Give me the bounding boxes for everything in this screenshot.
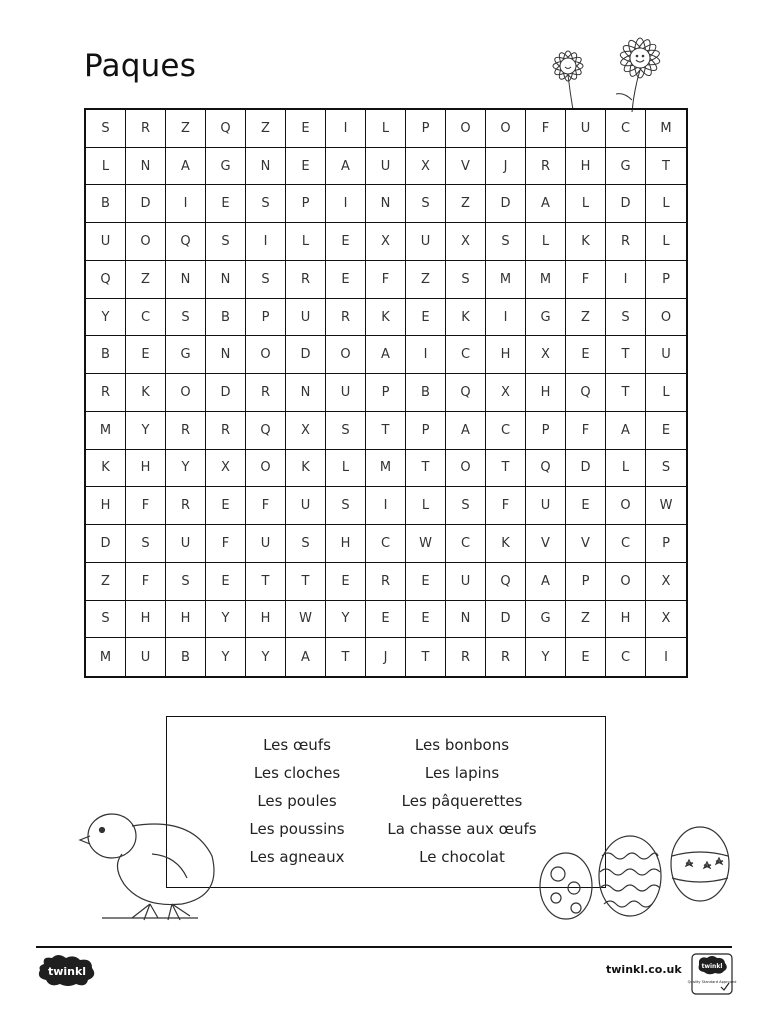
grid-cell: U <box>246 525 286 563</box>
grid-cell: U <box>366 148 406 186</box>
grid-cell: C <box>486 412 526 450</box>
grid-cell: W <box>286 601 326 639</box>
grid-cell: O <box>326 336 366 374</box>
grid-cell: C <box>446 525 486 563</box>
grid-cell: U <box>406 223 446 261</box>
grid-cell: Z <box>406 261 446 299</box>
grid-cell: L <box>526 223 566 261</box>
grid-cell: E <box>646 412 686 450</box>
grid-cell: N <box>446 601 486 639</box>
grid-cell: U <box>526 487 566 525</box>
grid-cell: E <box>326 563 366 601</box>
grid-cell: K <box>446 299 486 337</box>
grid-cell: O <box>446 450 486 488</box>
grid-cell: E <box>286 148 326 186</box>
grid-cell: C <box>446 336 486 374</box>
grid-cell: H <box>126 450 166 488</box>
grid-cell: T <box>606 336 646 374</box>
grid-cell: G <box>166 336 206 374</box>
grid-cell: U <box>86 223 126 261</box>
grid-cell: S <box>606 299 646 337</box>
grid-cell: L <box>606 450 646 488</box>
grid-cell: T <box>486 450 526 488</box>
grid-cell: Q <box>166 223 206 261</box>
grid-cell: O <box>486 110 526 148</box>
grid-cell: S <box>246 185 286 223</box>
grid-cell: S <box>326 487 366 525</box>
site-url[interactable]: twinkl.co.uk <box>606 963 682 976</box>
grid-cell: L <box>646 223 686 261</box>
grid-cell: R <box>526 148 566 186</box>
grid-cell: P <box>366 374 406 412</box>
grid-cell: S <box>286 525 326 563</box>
grid-cell: I <box>166 185 206 223</box>
grid-cell: G <box>526 601 566 639</box>
grid-cell: G <box>206 148 246 186</box>
chick-icon <box>72 796 222 926</box>
grid-cell: D <box>126 185 166 223</box>
grid-cell: N <box>166 261 206 299</box>
grid-cell: W <box>646 487 686 525</box>
grid-cell: B <box>86 336 126 374</box>
grid-cell: X <box>366 223 406 261</box>
grid-cell: U <box>446 563 486 601</box>
grid-cell: Q <box>206 110 246 148</box>
grid-cell: O <box>606 487 646 525</box>
footer-divider <box>36 946 732 948</box>
grid-cell: Q <box>526 450 566 488</box>
grid-cell: Z <box>86 563 126 601</box>
grid-cell: I <box>326 110 366 148</box>
grid-cell: X <box>406 148 446 186</box>
grid-cell: C <box>606 110 646 148</box>
grid-cell: M <box>86 412 126 450</box>
grid-cell: S <box>486 223 526 261</box>
grid-cell: R <box>606 223 646 261</box>
grid-cell: T <box>366 412 406 450</box>
grid-cell: Y <box>126 412 166 450</box>
grid-cell: O <box>606 563 646 601</box>
grid-cell: E <box>286 110 326 148</box>
grid-cell: B <box>166 638 206 676</box>
grid-cell: Y <box>206 638 246 676</box>
grid-cell: A <box>366 336 406 374</box>
grid-cell: C <box>366 525 406 563</box>
grid-cell: B <box>406 374 446 412</box>
grid-cell: A <box>526 563 566 601</box>
word-item: La chasse aux œufs <box>387 820 537 838</box>
grid-cell: T <box>246 563 286 601</box>
grid-cell: D <box>566 450 606 488</box>
grid-cell: X <box>486 374 526 412</box>
grid-cell: L <box>86 148 126 186</box>
grid-cell: X <box>646 563 686 601</box>
grid-cell: R <box>86 374 126 412</box>
grid-cell: L <box>646 374 686 412</box>
grid-cell: O <box>246 336 286 374</box>
grid-cell: F <box>486 487 526 525</box>
word-item: Les bonbons <box>414 736 510 754</box>
grid-cell: H <box>246 601 286 639</box>
grid-cell: H <box>326 525 366 563</box>
grid-cell: E <box>566 638 606 676</box>
grid-cell: Z <box>126 261 166 299</box>
grid-cell: G <box>606 148 646 186</box>
grid-cell: S <box>246 261 286 299</box>
grid-cell: Q <box>246 412 286 450</box>
word-item: Les poussins <box>249 820 345 838</box>
grid-cell: I <box>486 299 526 337</box>
grid-cell: I <box>664 649 668 665</box>
grid-cell: A <box>166 148 206 186</box>
grid-cell: R <box>166 487 206 525</box>
grid-cell: P <box>526 412 566 450</box>
word-search-grid <box>84 108 688 678</box>
grid-cell: T <box>406 450 446 488</box>
grid-cell: N <box>206 261 246 299</box>
grid-cell: W <box>406 525 446 563</box>
grid-cell: U <box>286 299 326 337</box>
grid-cell: E <box>206 487 246 525</box>
grid-cell: P <box>286 185 326 223</box>
grid-cell: D <box>286 336 326 374</box>
grid-cell: E <box>406 563 446 601</box>
grid-cell: D <box>486 601 526 639</box>
grid-cell: F <box>126 487 166 525</box>
quality-badge-icon <box>687 953 737 995</box>
daisy-flowers-icon <box>528 20 693 112</box>
grid-cell: U <box>166 525 206 563</box>
grid-cell: N <box>366 185 406 223</box>
grid-cell: R <box>446 638 486 676</box>
word-item: Les lapins <box>424 764 500 782</box>
grid-cell: N <box>206 336 246 374</box>
grid-cell: O <box>166 374 206 412</box>
grid-cell: I <box>406 336 446 374</box>
grid-cell: K <box>566 223 606 261</box>
grid-cell: E <box>366 601 406 639</box>
grid-cell: Z <box>446 185 486 223</box>
grid-cell: B <box>206 299 246 337</box>
grid-cell: P <box>566 563 606 601</box>
grid-cell: R <box>366 563 406 601</box>
grid-cell: I <box>366 487 406 525</box>
grid-cell: A <box>446 412 486 450</box>
grid-cell: Z <box>566 299 606 337</box>
grid-cell: E <box>206 563 246 601</box>
logo-text: twinkl <box>47 965 87 978</box>
grid-cell: E <box>406 601 446 639</box>
grid-cell: S <box>446 261 486 299</box>
grid-cell: D <box>606 185 646 223</box>
grid-cell: Y <box>326 601 366 639</box>
grid-cell: P <box>246 299 286 337</box>
grid-cell: C <box>606 638 646 676</box>
grid-cell: F <box>566 261 606 299</box>
word-item: Les agneaux <box>249 848 345 866</box>
grid-cell: V <box>526 525 566 563</box>
grid-cell: H <box>566 148 606 186</box>
grid-cell: J <box>366 638 406 676</box>
grid-cell: E <box>326 261 366 299</box>
grid-cell: S <box>446 487 486 525</box>
grid-cell: P <box>646 261 686 299</box>
grid-cell: K <box>286 450 326 488</box>
word-item: Les œufs <box>263 736 331 754</box>
grid-cell: R <box>246 374 286 412</box>
grid-cell: R <box>166 412 206 450</box>
grid-cell: L <box>326 450 366 488</box>
grid-cell: Y <box>166 450 206 488</box>
grid-cell: Z <box>166 110 206 148</box>
badge-logo-text: twinkl <box>701 963 723 970</box>
grid-cell: S <box>206 223 246 261</box>
grid-cell: J <box>486 148 526 186</box>
grid-cell: E <box>206 185 246 223</box>
grid-cell: H <box>486 336 526 374</box>
grid-cell: E <box>326 223 366 261</box>
grid-cell: S <box>166 563 206 601</box>
grid-cell: F <box>566 412 606 450</box>
grid-cell: O <box>246 450 286 488</box>
grid-cell: K <box>486 525 526 563</box>
grid-cell: D <box>206 374 246 412</box>
grid-cell: Z <box>566 601 606 639</box>
grid-cell: H <box>166 601 206 639</box>
grid-cell: R <box>286 261 326 299</box>
grid-cell: M <box>86 638 126 676</box>
word-item: Les poules <box>257 792 337 810</box>
grid-cell: S <box>126 525 166 563</box>
grid-cell: F <box>246 487 286 525</box>
grid-cell: E <box>406 299 446 337</box>
word-item: Les cloches <box>253 764 341 782</box>
grid-cell: S <box>166 299 206 337</box>
grid-cell: L <box>286 223 326 261</box>
grid-cell: L <box>646 185 686 223</box>
grid-cell: U <box>326 374 366 412</box>
grid-cell: R <box>326 299 366 337</box>
grid-cell: Q <box>446 374 486 412</box>
grid-cell: K <box>86 450 126 488</box>
grid-cell: E <box>566 336 606 374</box>
word-item: Le chocolat <box>419 848 505 866</box>
grid-cell: L <box>406 487 446 525</box>
grid-cell: X <box>646 601 686 639</box>
grid-cell: U <box>646 336 686 374</box>
grid-cell: R <box>486 638 526 676</box>
grid-cell: T <box>646 148 686 186</box>
grid-cell: M <box>526 261 566 299</box>
grid-cell: D <box>486 185 526 223</box>
grid-cell: K <box>366 299 406 337</box>
word-item: Les pâquerettes <box>401 792 523 810</box>
grid-cell: X <box>526 336 566 374</box>
grid-cell: R <box>206 412 246 450</box>
grid-cell: C <box>126 299 166 337</box>
grid-cell: A <box>526 185 566 223</box>
grid-cell: X <box>286 412 326 450</box>
grid-cell: C <box>606 525 646 563</box>
grid-cell: F <box>366 261 406 299</box>
grid-cell: O <box>126 223 166 261</box>
grid-cell: E <box>566 487 606 525</box>
grid-cell: X <box>206 450 246 488</box>
grid-cell: A <box>606 412 646 450</box>
easter-eggs-icon <box>536 826 736 922</box>
grid-cell: N <box>126 148 166 186</box>
grid-cell: M <box>486 261 526 299</box>
grid-cell: Y <box>86 299 126 337</box>
grid-cell: N <box>286 374 326 412</box>
grid-cell: T <box>406 638 446 676</box>
grid-cell: L <box>566 185 606 223</box>
grid-cell: N <box>246 148 286 186</box>
grid-cell: U <box>286 487 326 525</box>
grid-cell: T <box>606 374 646 412</box>
grid-cell: Y <box>526 638 566 676</box>
page-title: Paques <box>84 48 197 84</box>
badge-caption: Quality Standard Approved <box>687 980 737 984</box>
grid-cell: S <box>86 601 126 639</box>
grid-cell: V <box>446 148 486 186</box>
grid-cell: U <box>126 638 166 676</box>
grid-cell: F <box>206 525 246 563</box>
grid-cell: G <box>526 299 566 337</box>
grid-cell: Q <box>486 563 526 601</box>
grid-cell: H <box>526 374 566 412</box>
grid-cell: A <box>326 148 366 186</box>
grid-cell: F <box>126 563 166 601</box>
grid-cell: H <box>86 487 126 525</box>
grid-cell: I <box>326 185 366 223</box>
grid-cell: S <box>406 185 446 223</box>
grid-cell: U <box>566 110 606 148</box>
grid-cell: Y <box>246 638 286 676</box>
grid-cell: E <box>126 336 166 374</box>
grid-cell: M <box>366 450 406 488</box>
grid-cell: T <box>286 563 326 601</box>
grid-cell: H <box>126 601 166 639</box>
grid-cell: Q <box>566 374 606 412</box>
grid-cell: P <box>646 525 686 563</box>
twinkl-logo-icon[interactable] <box>36 954 98 988</box>
grid-cell: P <box>406 412 446 450</box>
grid-cell: X <box>446 223 486 261</box>
grid-cell: P <box>406 110 446 148</box>
grid-cell: S <box>86 110 126 148</box>
grid-cell: L <box>366 110 406 148</box>
grid-cell: K <box>126 374 166 412</box>
grid-cell: S <box>326 412 366 450</box>
grid-cell: T <box>326 638 366 676</box>
grid-cell: Y <box>206 601 246 639</box>
grid-cell: A <box>286 638 326 676</box>
grid-cell: F <box>526 110 566 148</box>
grid-cell: B <box>86 185 126 223</box>
word-list <box>227 735 547 867</box>
grid-cell: H <box>606 601 646 639</box>
grid-cell: I <box>246 223 286 261</box>
grid-cell: D <box>86 525 126 563</box>
grid-cell: R <box>126 110 166 148</box>
grid-cell: S <box>646 450 686 488</box>
grid-cell: O <box>446 110 486 148</box>
grid-cell: Q <box>86 261 126 299</box>
grid-cell: Z <box>246 110 286 148</box>
grid-cell: M <box>646 110 686 148</box>
grid-cell: V <box>566 525 606 563</box>
grid-cell: I <box>606 261 646 299</box>
grid-cell: O <box>646 299 686 337</box>
